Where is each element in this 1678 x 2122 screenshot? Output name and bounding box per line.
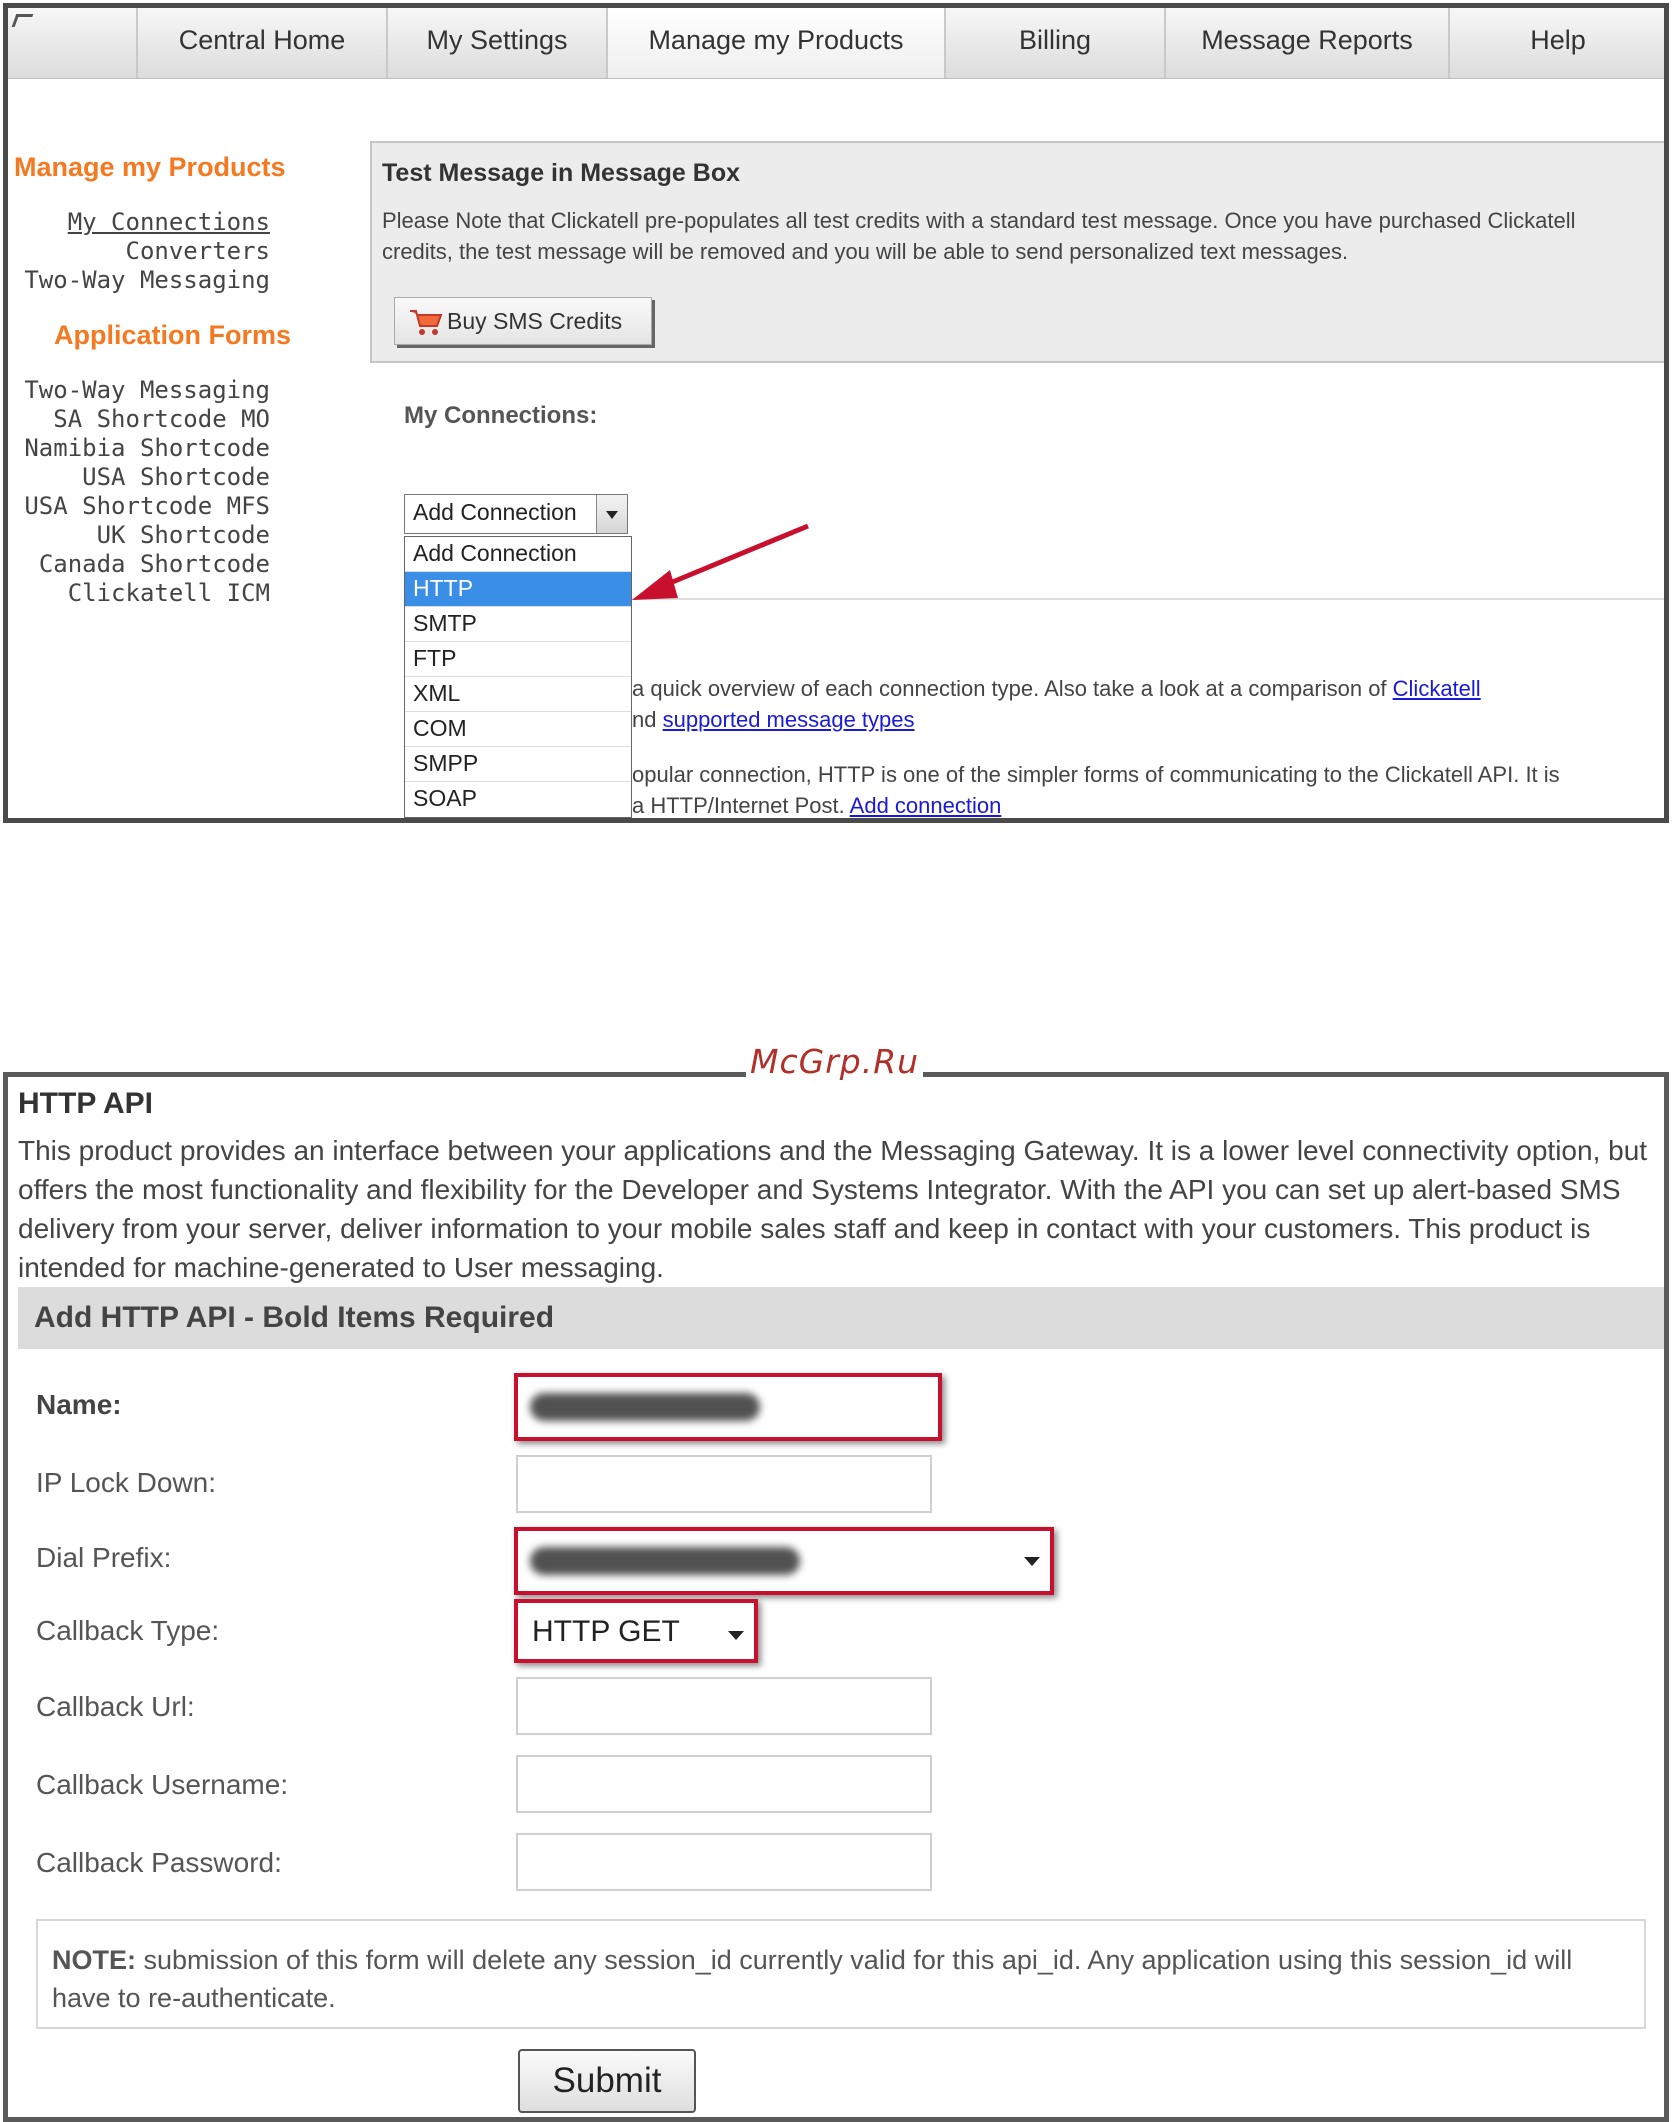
- sidebar-item-namibia-shortcode[interactable]: Namibia Shortcode: [24, 434, 270, 462]
- callback-password-input[interactable]: [516, 1833, 932, 1891]
- callback-type-label: Callback Type:: [36, 1615, 220, 1646]
- info-line-1: [632, 676, 1481, 702]
- sidebar-item-clickatell-icm[interactable]: Clickatell ICM: [67, 579, 270, 607]
- callback-password-label: Callback Password:: [36, 1847, 282, 1878]
- name-label: Name:: [36, 1389, 122, 1420]
- sidebar-item-usa-shortcode[interactable]: USA Shortcode: [82, 463, 270, 491]
- tab-help[interactable]: Help: [1448, 8, 1668, 78]
- red-arrow-annotation: [628, 518, 818, 608]
- callback-url-input[interactable]: [516, 1677, 932, 1735]
- redacted-value: [530, 1393, 760, 1421]
- option-ftp[interactable]: FTP: [405, 642, 631, 677]
- sidebar-heading-manage-products: Manage my Products: [14, 152, 286, 182]
- buy-sms-credits-label: Buy SMS Credits: [447, 308, 623, 334]
- sidebar-item-canada-shortcode[interactable]: Canada Shortcode: [38, 550, 270, 578]
- redacted-value: [530, 1547, 800, 1575]
- info-line-3: opular connection, HTTP is one of the simpler forms of communicating to the Clickatell API. It is: [632, 762, 1560, 787]
- message-box-text: Please Note that Clickatell pre-populates all test credits with a standard test message. Once you have purchased Clickatell credits, the test message will be removed and you will be able to send personalized text messages.: [382, 208, 1576, 264]
- test-message-box: [370, 141, 1669, 363]
- tab-central-home[interactable]: Central Home: [136, 8, 386, 78]
- callback-url-label: Callback Url:: [36, 1691, 195, 1722]
- sidebar-item-usa-shortcode-mfs[interactable]: USA Shortcode MFS: [24, 492, 270, 520]
- connections-screenshot: [3, 3, 1669, 823]
- add-connection-link[interactable]: Add connection: [849, 793, 1002, 818]
- callback-username-label: Callback Username:: [36, 1769, 289, 1800]
- tab-billing[interactable]: Billing: [944, 8, 1164, 78]
- sidebar-item-uk-shortcode[interactable]: UK Shortcode: [96, 521, 270, 549]
- sidebar-item-form-two-way-messaging[interactable]: Two-Way Messaging: [24, 376, 270, 404]
- sidebar-heading-application-forms: Application Forms: [54, 320, 292, 350]
- tab-manage-my-products[interactable]: Manage my Products: [606, 8, 944, 78]
- shopping-cart-icon: [409, 308, 443, 336]
- note-body: submission of this form will delete any session_id currently valid for this api_id. Any application using this session_id will have to re-authenticate.: [52, 1945, 1573, 2013]
- form-header-title: Add HTTP API - Bold Items Required: [34, 1301, 555, 1334]
- info-line-2: [632, 707, 915, 733]
- http-api-title: HTTP API: [18, 1087, 154, 1120]
- info-line-2-text: nd: [632, 707, 663, 732]
- form-header: [18, 1287, 1666, 1349]
- chevron-down-icon[interactable]: [596, 495, 627, 533]
- info-line-4-text: a HTTP/Internet Post.: [632, 793, 850, 818]
- callback-username-input[interactable]: [516, 1755, 932, 1813]
- option-com[interactable]: COM: [405, 712, 631, 747]
- option-http[interactable]: HTTP: [405, 572, 631, 607]
- info-line-1-text: a quick overview of each connection type. Also take a look at a comparison of: [632, 676, 1393, 701]
- corner-mark: [12, 14, 34, 27]
- ip-lock-down-label: IP Lock Down:: [36, 1467, 217, 1498]
- message-box-title: Test Message in Message Box: [382, 159, 741, 187]
- buy-sms-credits-button[interactable]: [394, 297, 652, 345]
- submit-button[interactable]: Submit: [518, 2049, 696, 2113]
- session-note-text: [52, 1941, 1622, 2017]
- option-smpp[interactable]: SMPP: [405, 747, 631, 782]
- my-connections-label: My Connections:: [404, 402, 598, 429]
- connection-dropdown-list: [404, 536, 632, 818]
- dial-prefix-select[interactable]: [514, 1527, 1054, 1595]
- session-note: [36, 1919, 1646, 2029]
- option-xml[interactable]: XML: [405, 677, 631, 712]
- option-smtp[interactable]: SMTP: [405, 607, 631, 642]
- chevron-down-icon: [1024, 1557, 1040, 1566]
- ip-lock-down-input[interactable]: [516, 1455, 932, 1513]
- http-api-form-screenshot: [3, 1072, 1669, 2122]
- chevron-down-icon: [728, 1631, 744, 1640]
- clickatell-link[interactable]: Clickatell: [1392, 676, 1481, 701]
- add-connection-select-value: Add Connection: [413, 499, 577, 525]
- sidebar-item-converters[interactable]: Converters: [125, 237, 270, 265]
- tab-message-reports[interactable]: Message Reports: [1164, 8, 1448, 78]
- tab-my-settings[interactable]: My Settings: [386, 8, 606, 78]
- info-line-4: [632, 793, 1001, 819]
- sidebar-item-my-connections[interactable]: My Connections: [67, 208, 270, 236]
- option-soap[interactable]: SOAP: [413, 785, 477, 811]
- name-input[interactable]: [514, 1373, 942, 1441]
- top-nav: [8, 8, 1664, 79]
- watermark: McGrp.Ru: [746, 1042, 923, 1081]
- dial-prefix-label: Dial Prefix:: [36, 1542, 172, 1573]
- note-bold-label: NOTE:: [52, 1945, 136, 1975]
- callback-type-value: HTTP GET: [532, 1615, 680, 1648]
- option-add-connection[interactable]: Add Connection: [405, 537, 631, 572]
- sidebar-item-two-way-messaging[interactable]: Two-Way Messaging: [24, 266, 270, 294]
- callback-type-select[interactable]: [514, 1599, 758, 1663]
- supported-message-types-link[interactable]: supported message types: [662, 707, 915, 732]
- add-connection-select[interactable]: [404, 494, 628, 534]
- http-api-description: This product provides an interface between your applications and the Messaging Gateway. It is a lower level connectivity option, but offers the most functionality and flexibility for the Developer and Systems Integrator. With the API you can set up alert-based SMS delivery from your server, deliver information to your mobile sales staff and keep in contact with your customers. This product is intended for machine-generated to User messaging.: [18, 1135, 1648, 1283]
- sidebar-item-sa-shortcode-mo[interactable]: SA Shortcode MO: [53, 405, 270, 433]
